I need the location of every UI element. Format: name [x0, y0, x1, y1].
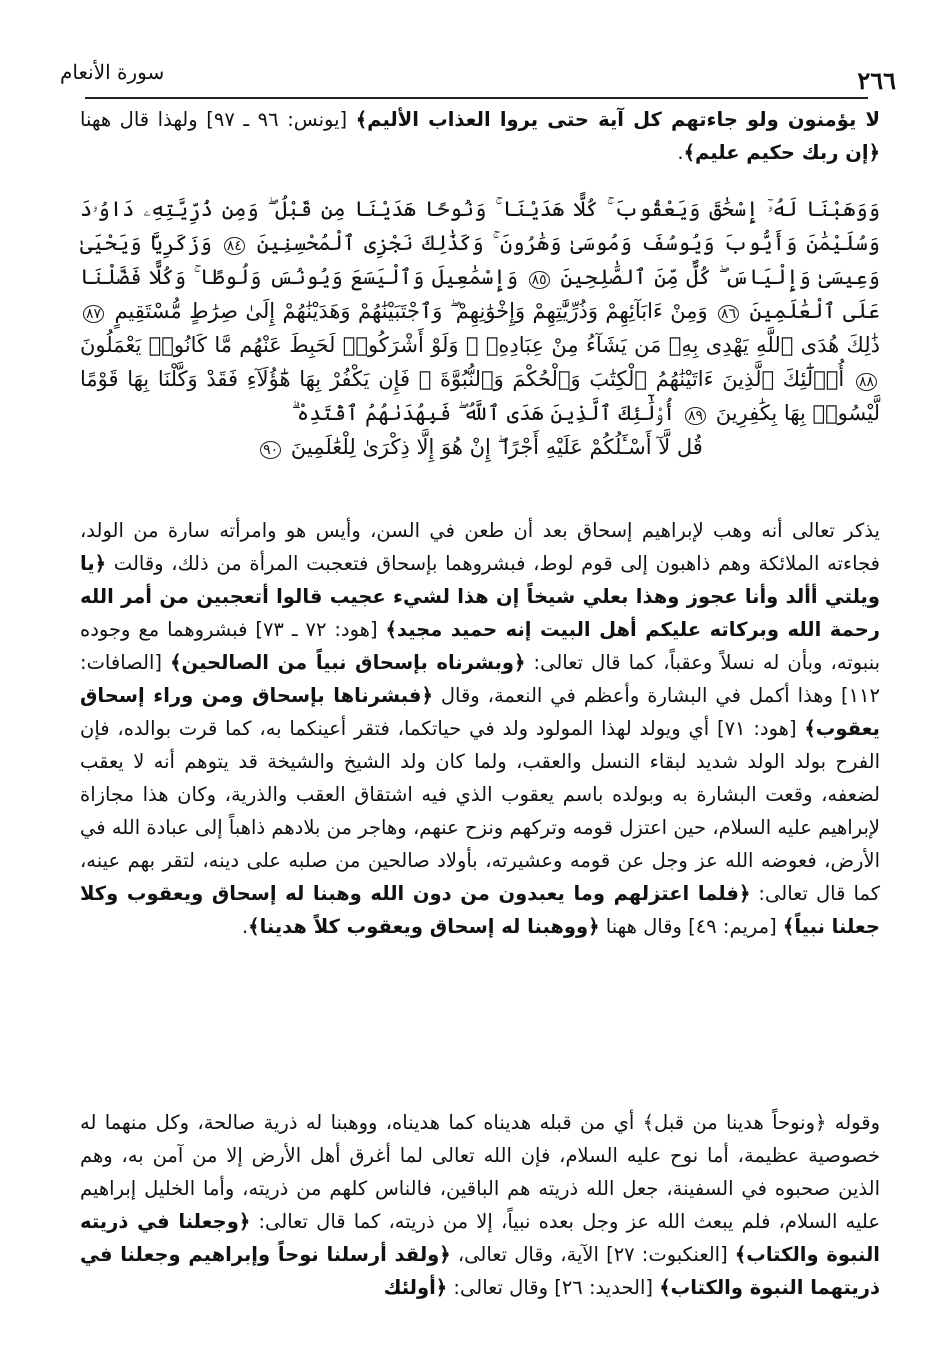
header-rule	[85, 97, 868, 99]
ayah-number-marker: ٩٠	[260, 441, 281, 459]
commentary-text: .	[241, 915, 249, 938]
commentary-text: [هود: ٧٢ ـ ٧٣] فبشروهما مع وجوده بنبوته، وبأن له نسلاً وعقباً، كما قال تعالى:	[80, 618, 880, 674]
quoted-verse: ﴿فبشرناها بإسحاق ومن وراء إسحاق يعقوب﴾	[80, 684, 880, 740]
verse-text: ذَٰلِكَ هُدَى ٱللَّهِ يَهْدِى بِهِۦ مَن يَشَآءُ مِنْ عِبَادِهِۦ ۚ وَلَوْ أَشْرَكُوا۟ لَحَبِطَ عَنْهُم مَّا كَانُوا۟ يَعْمَلُونَ	[80, 333, 880, 357]
ayah-number-marker: ٨٩	[685, 407, 706, 425]
quoted-verse: ﴿وبشرناه بإسحاق نبياً من الصالحين﴾	[170, 651, 526, 674]
quoted-verse: ﴿ونوحاً هدينا من قبل﴾	[642, 1111, 827, 1134]
quran-verses-block	[80, 192, 880, 464]
verse-text: قُل لَّآ أَسْـَٔلُكُمْ عَلَيْهِ أَجْرًا ۖ إِنْ هُوَ إِلَّا ذِكْرَىٰ لِلْعَٰلَمِينَ	[290, 435, 703, 459]
verse-last-line	[80, 430, 880, 464]
quoted-verse: ﴿فلما اعتزلهم وما يعبدون من دون الله وهبنا له إسحاق ويعقوب وكلا جعلنا نبياً﴾	[80, 882, 880, 938]
commentary-text: يذكر تعالى أنه وهب لإبراهيم إسحاق بعد أن طعن في السن، وأيس هو وامرأته سارة من الولد، فجاءته الملائكة وهم ذاهبون إلى قوم لوط، فبشروهما بإسحاق فتعجبت المرأة من ذلك، وقالت	[80, 519, 880, 575]
commentary-paragraph-1	[80, 514, 880, 943]
commentary-text: [يونس: ٩٦ ـ ٩٧] ولهذا قال ههنا	[80, 108, 356, 131]
commentary-text: أي من قبله هديناه كما هديناه، ووهبنا له ذرية صالحة، وكل منهما له خصوصية عظيمة، أما نوح عليه السلام، فإن الله تعالى لما أغرق أهل الأرض إلا من آمن به، وهم الذين صحبوه في السفينة، جعل الله ذريته هم الباقين، فالناس كلهم من ذريته، وأما الخليل إبراهيم عليه السلام، فلم يبعث الله عز وجل بعده نبياً، إلا من ذريته، كما قال تعالى:	[80, 1111, 880, 1233]
ayah-number-marker: ٨٧	[83, 305, 104, 323]
commentary-text: [الحديد: ٢٦] وقال تعالى:	[447, 1276, 660, 1299]
intro-paragraph	[80, 103, 880, 169]
quoted-verse: ﴿ولقد أرسلنا نوحاً وإبراهيم وجعلنا في ذريتهما النبوة والكتاب﴾	[80, 1243, 880, 1299]
commentary-text: [مريم: ٤٩] وقال ههنا	[599, 915, 783, 938]
commentary-text: [الصافات: ١١٢] وهذا أكمل في البشارة وأعظم في النعمة، وقال	[80, 651, 880, 707]
page-number: ٢٦٦	[857, 66, 896, 95]
quoted-verse: ﴿أولئك	[383, 1276, 448, 1299]
commentary-text: [العنكبوت: ٢٧] الآية، وقال تعالى،	[450, 1243, 735, 1266]
verse-text: وَزَكَرِيَّا وَيَحْيَىٰ وَعِيسَىٰ وَإِلْيَاسَ ۖ كُلٌّ مِّنَ ٱلصَّٰلِحِينَ	[80, 231, 880, 289]
quoted-verse: ﴿ووهبنا له إسحاق ويعقوب كلاً هدينا﴾	[248, 915, 600, 938]
quoted-verse: ﴿إن ربك حكيم عليم﴾	[683, 141, 880, 164]
commentary-text: [هود: ٧١] أي ويولد لهذا المولود ولد في حياتكما، فتقر أعينكما به، كما قرت بوالده، فإن الفرح بولد الولد شديد لبقاء النسل والعقب، ولما كان ولد الشيخ والشيخة قد يتوهم أنه لا يعقب لضعفه، وقعت البشارة به وبولده باسم يعقوب الذي فيه اشتقاق العقب والذرية، وكان هذا مجازاة لإبراهيم عليه السلام، حين اعتزل قومه وتركهم ونزح عنهم، وهاجر من بلادهم ذاهباً إلى عبادة الله في الأرض، فعوضه الله عز وجل عن قومه وعشيرته، بأولاد صالحين من صلبه على دينه، لتقر بهم عينه، كما قال تعالى:	[80, 717, 880, 905]
running-header	[40, 60, 896, 95]
quoted-verse: ﴿يا ويلتي أألد وأنا عجوز وهذا بعلي شيخاً إن هذا لشيء عجيب قالوا أتعجبين من أمر الله رحمة الله وبركاته عليكم أهل البيت إنه حميد مجيد﴾	[80, 552, 880, 641]
commentary-text: وقوله	[826, 1111, 880, 1134]
verse-text: وَوَهَبْنَا لَهُۥٓ إِسْحَٰقَ وَيَعْقُوبَ ۚ كُلًّا هَدَيْنَا ۚ وَنُوحًا هَدَيْنَا مِن قَبْلُ ۖ وَمِن ذُرِّيَّتِهِۦ دَاوُۥدَ وَسُلَيْمَٰنَ وَأَيُّوبَ وَيُوسُفَ وَمُوسَىٰ وَهَٰرُونَ ۚ وَكَذَٰلِكَ نَجْزِى ٱلْمُحْسِنِينَ	[80, 197, 880, 255]
verse-text: وَمِنْ ءَابَآئِهِمْ وَذُرِّيَّٰتِهِمْ وَإِخْوَٰنِهِمْ ۖ وَٱجْتَبَيْنَٰهُمْ وَهَدَيْنَٰهُمْ إِلَىٰ صِرَٰطٍ مُّسْتَقِيمٍ	[114, 299, 708, 323]
quoted-verse: ﴿وجعلنا في ذريته النبوة والكتاب﴾	[80, 1210, 880, 1266]
ayah-number-marker: ٨٤	[224, 237, 245, 255]
verse-text: أُو۟لَٰٓئِكَ ٱلَّذِينَ هَدَى ٱللَّهُ ۖ فَبِهُدَىٰهُمُ ٱقْتَدِهْ ۗ	[291, 401, 676, 425]
verse-text: وَإِسْمَٰعِيلَ وَٱلْيَسَعَ وَيُونُسَ وَلُوطًا ۚ وَكُلًّا فَضَّلْنَا عَلَى ٱلْعَٰلَمِينَ	[80, 265, 880, 323]
quoted-verse: لا يؤمنون ولو جاءتهم كل آية حتى يروا العذاب الأليم﴾	[355, 108, 880, 131]
verse-text: أُو۟لَٰٓئِكَ ٱلَّذِينَ ءَاتَيْنَٰهُمُ ٱلْكِتَٰبَ وَٱلْحُكْمَ وَٱلنُّبُوَّةَ ۚ فَإِن يَكْفُرْ بِهَا هَٰٓؤُلَآءِ فَقَدْ وَكَّلْنَا بِهَا قَوْمًا لَّيْسُوا۟ بِهَا بِكَٰفِرِينَ	[80, 367, 880, 425]
ayah-number-marker: ٨٨	[856, 373, 877, 391]
commentary-paragraph-2	[80, 1106, 880, 1304]
ayah-number-marker: ٨٥	[529, 271, 550, 289]
ayah-number-marker: ٨٦	[718, 305, 739, 323]
commentary-text: .	[677, 141, 684, 164]
surah-title: سورة الأنعام	[60, 60, 165, 84]
